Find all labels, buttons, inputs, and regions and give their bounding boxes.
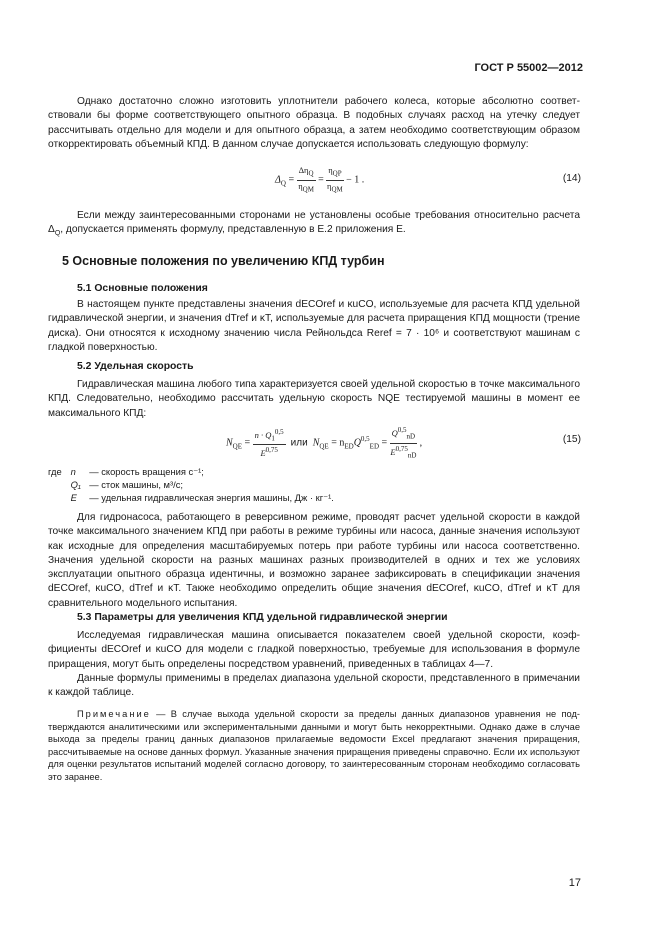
note-block: [48, 708, 580, 784]
definition-e: E — удельная гидравлическая энергия машины, Дж · кг⁻¹.: [70, 492, 334, 503]
subsection-5-3-text: Исследуемая гидравлическая машина описывается показателем своей удельной скорости, коэффициенты dECOref и κuCO для модели с гладкой поверхностью, требуемые для использования в формуле приращения, могут быть определены посредством уравнений, приведенных в таблицах 4—7.: [48, 630, 580, 670]
equation-15: $N_{QE}$ = $\frac{n \cdot Q_1^{0,5}}{E^{0,75}}$ или $N_{QE} = n_{ED}Q^{0,5}_{ED}$ = $\frac{Q^{0,5}_{nD}}{E^{0,75}_{nD}}$ ,: [226, 426, 423, 460]
subsection-5-2-text: Гидравлическая машина любого типа характеризуется своей удельной скоростью в точке максимального КПД. Следовательно, необходимо рассчитать удельную скорость NQE тестируемой машины в момент ее максимального КПД:: [48, 379, 580, 419]
intro-paragraph: Однако достаточно сложно изготовить уплотнители рабочего колеса, которые абсолютно соответствовали бы форме соответствующего опытного образца. В подобных случаях расход на утечку следует рассчитывать отдельно для модели и для опытного образца, а затем необходимо соответствующим образом откорректировать объемный КПД. В данном случае допускается использовать следующую формулу:: [48, 96, 580, 150]
subsection-5-1-title: 5.1 Основные положения: [77, 283, 208, 294]
standard-header: ГОСТ Р 55002—2012: [474, 62, 583, 74]
reversible-mode-paragraph: Для гидронасоса, работающего в реверсивном режиме, проводят расчет удельной скорости в каждой точке максимального значением КПД при работы в режиме турбины или насоса, данные значения используют как исходные для определения масштабируемых потерь при работе турбины или насоса соответственно. Значения удельной скорости на разных машинах разных производителей в одних и тех же условиях эксплуатации опытного образца идентичны, и возможно заранее зафиксировать в спецификации значения dECOref, κuCO, dTref и κT. Также необходимо определить общие значения dECOref, κuCO, dTref и κT для сравнительного модельного испытания.: [48, 512, 580, 609]
section-5-title: 5 Основные положения по увеличению КПД турбин: [62, 254, 385, 268]
equation-14-number: (14): [562, 173, 581, 184]
definition-n: где n — скорость вращения с⁻¹;: [48, 466, 204, 477]
page-number: 17: [568, 877, 581, 889]
note-text: — В случае выхода удельной скорости за пределы данных диапазонов уравнения не подтверждаются аналитическими или экспериментальными данными и могут быть некорректными. Однако даже в случае выхода за пределы границ данных диапазонов прилагаемые ведомости Excel предлагают значения приращения, рассчитываемые на основе данных формул. Указанные значения приращения приведены справочно. Если их используют для оценки результатов испытаний моделей согласно договору, то заинтересованным сторонам необходимо согласовать это заранее.: [48, 709, 580, 782]
note-label: Примечание: [77, 709, 151, 719]
subsection-5-1-text: В настоящем пункте представлены значения dECOref и κuCO, используемые для расчета КПД удельной гидравлической энергии, и значения dTref и κT, используемые для расчета приращения КПД мощности (трение диска). Они относятся к исходному значению числа Рейнольдса Reref = 7 · 10⁶ и соответствуют машинам с гладкой поверхностью.: [48, 299, 580, 353]
variable-definitions: [48, 465, 334, 504]
fraction-14b: $\frac{\eta_{QP}}{\eta_{QM}}$: [327, 165, 343, 194]
fraction-14a: $\frac{\Delta\eta_Q}{\eta_{QM}}$: [298, 165, 314, 194]
applicability-paragraph: Данные формулы применимы в пределах диапазона удельной скорости, представленного в примечании к каждой таблице.: [48, 673, 580, 699]
fraction-15a: $\frac{n \cdot Q_1^{0,5}}{E^{0,75}}$: [254, 427, 284, 459]
formula-usage-paragraph: Если между заинтересованными сторонами не установлены особые требования относительно расчета $\Delta_Q$, допускается применять формулу, представленную в Е.2 приложения Е.: [48, 210, 580, 238]
equation-14: $\Delta_Q$ = $\frac{\Delta\eta_Q}{\eta_{QM}}$ = $\frac{\eta_{QP}}{\eta_{QM}}$ − 1 .: [275, 165, 365, 194]
subsection-5-3-title: 5.3 Параметры для увеличения КПД удельной гидравлической энергии: [77, 612, 448, 623]
subsection-5-2-title: 5.2 Удельная скорость: [77, 361, 194, 372]
equation-15-number: (15): [562, 434, 581, 445]
definition-q1: Q₁ — сток машины, м³/с;: [70, 479, 184, 490]
fraction-15b: $\frac{Q^{0,5}_{nD}}{E^{0,75}_{nD}}$: [390, 426, 417, 460]
